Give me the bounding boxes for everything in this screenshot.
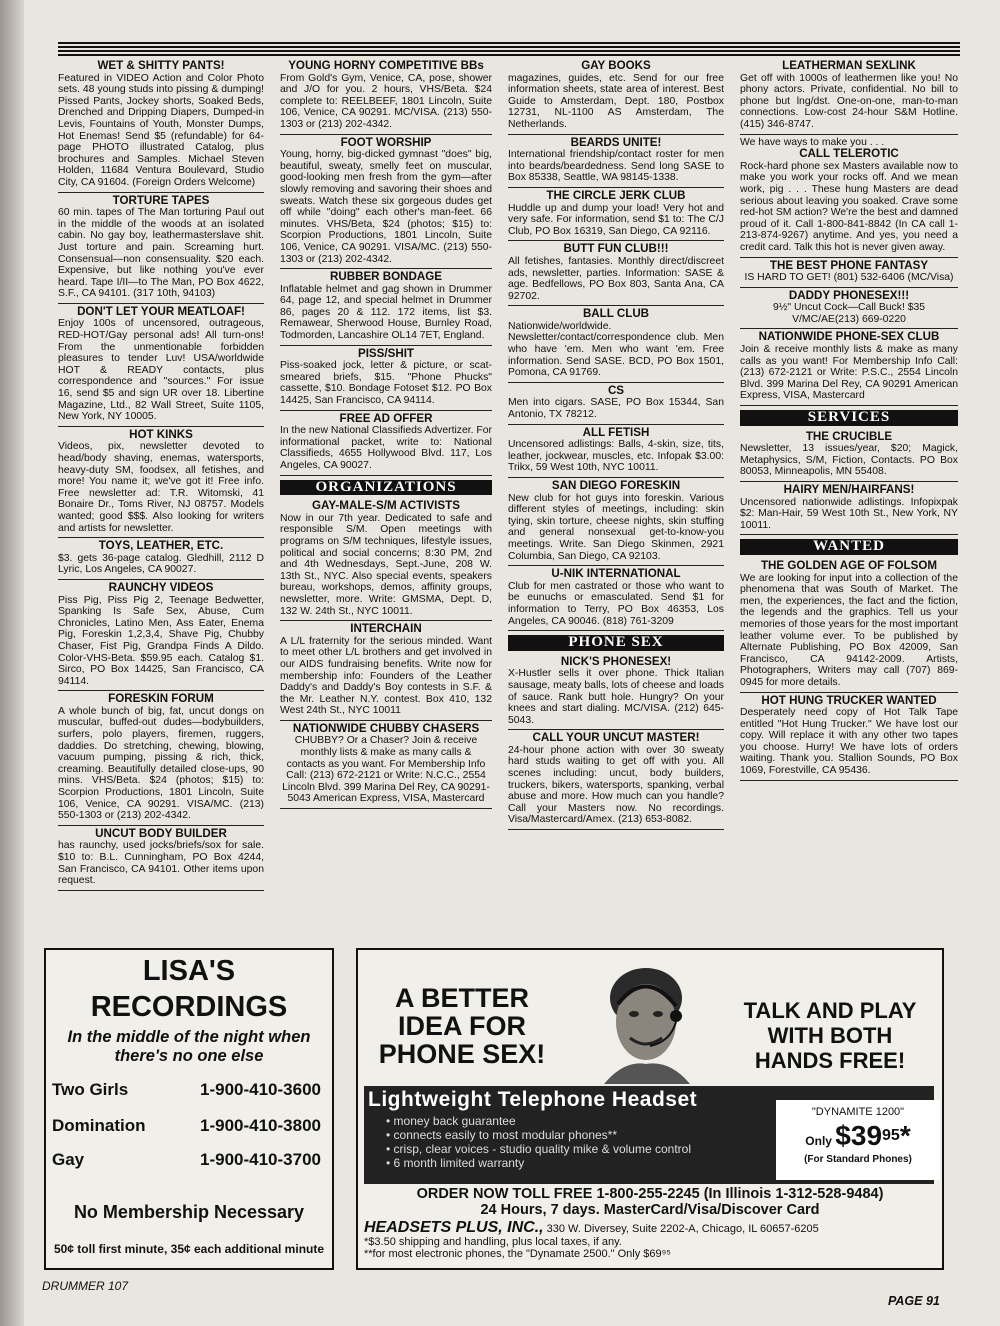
headline-left-line: A BETTER [395, 983, 529, 1013]
page-binding-shadow [0, 0, 24, 1326]
ad-title: INTERCHAIN [350, 622, 422, 636]
ad-body: 60 min. tapes of The Man torturing Paul out in the middle of the woods at an isolated cabin. No gay boy, leathermasterslave shit. Just torture and pain. Screaming hurt. Consensual—non consensuality. $20 each. Expensive, but like nothing you've ever heard. Tape I/II—to The Man, PO Box 4622, S.F., CA 94101. (317 10th, 94103) [58, 207, 264, 300]
ad-body: 24-hour phone action with over 30 sweaty hard studs waiting to get off with you. All scenes including: uncut, body builders, truckers, bikers, watersports, spanking, verbal abuse and more. How much can you handle? Call your Masters now. No recordings. Visa/Mastercard/Amex. (213) 653-8082. [508, 744, 724, 826]
ad-title: RAUNCHY VIDEOS [108, 580, 214, 594]
ad-body: Newsletter, 13 issues/year, $20; Magick, Metaphysics, S/M, Fiction, Contacts. PO Box 80053, Minneapolis, MN 55408. [740, 443, 958, 478]
ad-title: THE CIRCLE JERK CLUB [546, 188, 686, 202]
classified-ad [508, 730, 724, 830]
ad-title: NATIONWIDE PHONE-SEX CLUB [758, 330, 940, 344]
lisa-line-gay [52, 1150, 324, 1170]
lisa-title-line2: RECORDINGS [90, 991, 288, 1023]
headline-right-line: WITH BOTH [767, 1023, 893, 1048]
lisa-line-label: Gay [52, 1150, 85, 1169]
section-header: WANTED [740, 539, 958, 555]
classified-ad [280, 269, 492, 346]
ad-body: Inflatable helmet and gag shown in Drummer 64, page 12, and special helmet in Drummer 86, pages 20 & 112. 172 items, list $3. Remawear, Sherwood House, Burnley Road, Todmorden, Lancashire OL14 7ET, England. [280, 283, 492, 342]
company-name: HEADSETS PLUS, INC., [364, 1219, 544, 1236]
headline-right-line: TALK AND PLAY [743, 998, 917, 1023]
feature-item: • money back guarantee [386, 1114, 691, 1128]
classified-ad [280, 498, 492, 621]
ad-title: FOOT WORSHIP [340, 135, 432, 149]
headset-ad [356, 948, 944, 1270]
classified-ad [58, 304, 264, 427]
lisa-tagline-line2: there's no one else [114, 1047, 264, 1065]
lisa-pricing: 50¢ toll first minute, 35¢ each additional minute [53, 1242, 325, 1256]
classified-ad [740, 329, 958, 406]
classified-ad [280, 346, 492, 411]
classified-ad [508, 383, 724, 425]
ad-title: CALL YOUR UNCUT MASTER! [532, 731, 700, 745]
order-info [358, 1186, 942, 1218]
classified-ad [280, 411, 492, 476]
ad-title: HOT HUNG TRUCKER WANTED [761, 693, 937, 707]
feature-list [386, 1114, 691, 1170]
classified-ad [508, 58, 724, 135]
top-rule [58, 42, 960, 56]
lisa-line-number: 1-900-410-3600 [200, 1080, 321, 1099]
ad-body: Desperately need copy of Hot Talk Tape entitled "Hot Hung Trucker." We have lost our copy. Will replace it with any other two tapes you choose. Hurry! We have lots of orders waiting. Thank you. Stallion Sounds, PO Box 1069, Forestville, CA 95436. [740, 707, 958, 777]
section-header: SERVICES [740, 410, 958, 426]
column-2 [280, 58, 492, 809]
classified-ad [508, 654, 724, 731]
classified-ad [508, 478, 724, 566]
footnote-2: **for most electronic phones, the "Dynamate 2500." Only $69⁹⁵ [364, 1248, 671, 1260]
ad-title: THE GOLDEN AGE OF FOLSOM [760, 558, 938, 572]
ad-title: TOYS, LEATHER, ETC. [98, 539, 224, 553]
classified-ad [58, 691, 264, 826]
order-line-2: 24 Hours, 7 days. MasterCard/Visa/Discover Card [480, 1202, 820, 1218]
column-1 [58, 58, 264, 891]
ad-body: Videos, pix, newsletter devoted to head/body shaving, enemas, watersports, heavy-duty SM, foodsex, all fetishes, and more! You name it; we've got it! Free info. Free newsletter ad: T.R. Witomski, 41 Bonaire Dr., Toms River, NJ 08757. Models wanted; good $$$. Also looking for writers and artists for newsletter. [58, 441, 264, 534]
lisas-recordings-ad [44, 948, 334, 1270]
ad-body: Get off with 1000s of leathermen like you! No phony actors. Private, confidential. No bill to phone but lng/dst. One-on-one, man-to-man connections. Low-cost 24-hour S&M Hotline. (415) 346-8747. [740, 72, 958, 130]
ad-body: A whole bunch of big, fat, uncut dongs on muscular, buffed-out dudes—bodybuilders, surfers, polo players, firemen, ruggers, daddies. Do stretching, chewing, blowing, vacuum pumping, pissing & rich, thick, creaming. Beautifully detailed close-ups, 90 mins. VHS/Beta. $24 (photos; $15) to: Scorpion Productions, 1801 Lincoln, Suite 106, Venice, CA 90291. VISA/MC. (213) 550-1303 or (213) 202-4342. [58, 705, 264, 822]
classified-ad [740, 288, 958, 330]
classified-ad [508, 135, 724, 188]
ad-title: DON'T LET YOUR MEATLOAF! [77, 304, 245, 318]
feature-item: • crisp, clear voices - studio quality mike & volume control [386, 1142, 691, 1156]
ad-title: NATIONWIDE CHUBBY CHASERS [292, 721, 480, 735]
ad-title: DADDY PHONESEX!!! [788, 288, 910, 302]
classified-ad [740, 58, 958, 135]
ad-title: PISS/SHIT [357, 346, 415, 360]
classified-ad [740, 558, 958, 693]
classified-ad [58, 580, 264, 691]
ad-title: U-NIK INTERNATIONAL [551, 567, 681, 581]
feature-item: • connects easily to most modular phones** [386, 1128, 691, 1142]
classified-ad [740, 429, 958, 482]
ad-title: TORTURE TAPES [112, 193, 210, 207]
headline-left-line: IDEA FOR [398, 1011, 526, 1041]
ad-body: Enjoy 100s of uncensored, outrageous, RED-HOT/Gay personal ads! All turn-ons! From the unmentionable forbidden pleasures to tender Luv! USA/worldwide HOT & READY contacts, plus correspondence and "sources." For issue 16, send $5 and sign UR over 18. Libertine Magazine, Ltd., 82 Wall Street, Suite 1105, New York, NY 10005. [58, 318, 264, 423]
classified-ad [58, 826, 264, 891]
classified-ad [58, 193, 264, 304]
ad-title: CALL TELEROTIC [799, 147, 899, 161]
lisa-tagline-line1: In the middle of the night when [67, 1028, 311, 1046]
ad-title: RUBBER BONDAGE [329, 270, 443, 284]
classified-ad [508, 425, 724, 478]
ad-title: BEARDS UNITE! [570, 135, 662, 149]
ad-body: Piss-soaked jock, letter & picture, or scat-smeared briefs, $15. "Phone Phucks" cassette, $10. Bondage Fotoset $12. PO Box 14425, San Francisco, CA 94114. [280, 360, 492, 407]
price-note: (For Standard Phones) [804, 1154, 912, 1165]
company-address: 330 W. Diversey, Suite 2202-A, Chicago, IL 60657-6205 [546, 1223, 819, 1235]
classified-ad [508, 188, 724, 241]
price-mark: * [899, 1120, 911, 1151]
section-header: ORGANIZATIONS [280, 480, 492, 496]
classified-ad [508, 306, 724, 383]
page-number: PAGE 91 [888, 1294, 940, 1308]
ad-title: HAIRY MEN/HAIRFANS! [783, 483, 915, 496]
lisa-line-domination [52, 1116, 324, 1136]
ad-title: LEATHERMAN SEXLINK [782, 59, 916, 72]
classified-ad [58, 58, 264, 193]
classified-ad [58, 538, 264, 580]
ad-body: magazines, guides, etc. Send for our free information sheets, state area of interest. Best Guide to Amsterdam, Dept. 180, Postbox 12731, NL-1100 AS Amsterdam, The Netherlands. [508, 72, 724, 130]
classified-ad [280, 58, 492, 135]
ad-body: From Gold's Gym, Venice, CA, pose, shower and J/O for you. 2 hours, VHS/Beta. $24 complete to: REELBEEF, 1801 Lincoln, Suite 106, Venice, CA 90291. MC/VISA. (213) 550-1303 or (213) 202-4342. [280, 72, 492, 130]
ad-body: has raunchy, used jocks/briefs/sox for sale. $10 to: B.L. Cunningham, PO Box 4244, San Francisco, CA 94101. Other items upon request. [58, 840, 264, 887]
ad-body: IS HARD TO GET! (801) 532-6406 (MC/Visa) [744, 272, 954, 284]
column-3 [508, 58, 724, 830]
price-dollars: $39 [835, 1120, 883, 1151]
lisa-line-two-girls [52, 1080, 324, 1100]
ad-title: FREE AD OFFER [339, 411, 433, 425]
model-name: "DYNAMITE 1200" [811, 1106, 905, 1118]
classified-ad [508, 566, 724, 631]
ad-title: BUTT FUN CLUB!!! [563, 242, 669, 256]
ad-body: $3. gets 36-page catalog. Gledhill, 2112 D Lyric, Los Angeles, CA 90027. [58, 552, 264, 576]
ad-title: GAY BOOKS [581, 59, 651, 72]
ad-body: Rock-hard phone sex Masters available now to make you work your rocks off. And we mean work, pig . . . These hung Masters are dead serious about leaving you soaked. Crave some red-hot SM action? We're the best and damned proud of it. Call 1-800-841-8842 (In CA call 1-213-874-9267) anytime. And yes, you need a credit card. Talk this hot is never given away. [740, 160, 958, 253]
feature-item: • 6 month limited warranty [386, 1156, 691, 1170]
section-header: PHONE SEX [508, 635, 724, 651]
ad-body: A L/L fraternity for the serious minded. Want to meet other L/L brothers and get involved in our AIDS fundraising benefits. Write now for membership info: Founders of the Leather Daddy's and Daddy's Boy contests in S.F. & the Mr. Leather N.Y. contest. Box 410, 132 West 24th St., NYC 10011 [280, 635, 492, 717]
ad-body: Featured in VIDEO Action and Color Photo sets. 48 young studs into pissing & dumping! Pissed Pants, Jockey shorts, Soaked Beds, Drenched and Dripping Diapers, Dumped-in Levis, Fountains of Youth, Monster Dumps, Hot Enemas! Send $5 (refundable) for 64-page PHOTO illustrated Catalog, plus brochures and Samples. Michael Steven Holden, 11684 Ventura Boulevard, Studio City, CA 91604. (Foreign Orders Welcome) [58, 72, 264, 188]
lisa-line-label: Domination [52, 1116, 146, 1135]
price-value [776, 1120, 940, 1152]
lisa-title-line1: LISA'S [142, 955, 236, 987]
footnote-1: *$3.50 shipping and handling, plus local taxes, if any. [364, 1235, 622, 1248]
company-info [364, 1219, 938, 1261]
ad-title: WET & SHITTY PANTS! [97, 59, 225, 72]
ad-body: We are looking for input into a collection of the phenomena that was South of Market. The men, the experiences, the fact and the fiction, the legends and the graphics. Tell us your memories of those years for the most important leather volume ever. To be published by Alternate Publishing, PO Box 42009, San Francisco, CA 94142-2009. Artists, Photographers, Writers may call (707) 869-0945 for more details. [740, 572, 958, 688]
ad-title: UNCUT BODY BUILDER [95, 826, 227, 840]
lisa-line-label: Two Girls [52, 1080, 129, 1099]
ad-title: ALL FETISH [582, 425, 650, 439]
classified-ad [740, 135, 958, 258]
ad-body: Join & receive monthly lists & make as many calls as you want! For Membership Info Call: (213) 672-2121 or Write: P.S.C., 2554 Lincoln Blvd. 399 Marina Del Rey, CA 90291 American Express, VISA, Mastercard [740, 344, 958, 402]
classified-ad [740, 693, 958, 781]
classified-ad [740, 482, 958, 535]
price-prefix: Only [805, 1134, 832, 1148]
ad-body: CHUBBY? Or a Chaser? Join & receive monthly lists & make as many calls & contacts as you want. For Membership Info Call: (213) 672-2121 or Write: N.C.C., 2554 Lincoln Blvd. 399 Marina Del Rey, CA 90291-5043 American Express, VISA, Mastercard [282, 735, 490, 805]
classified-ad [280, 721, 492, 809]
ad-body: Now in our 7th year. Dedicated to safe and responsible S/M. Open meetings with programs on S/M techniques, lifestyle issues, political and social concerns; 8:30 PM, 2nd and 4th Wednesdays, Sept.-June, 208 W. 13th St., NYC. Also special events, speakers bureau, workshops, demos, affinity groups, newsletter, more. Write: GMSMA, Dept. D, 132 W. 24th St., NYC 10011. [280, 512, 492, 617]
headline-left-line: PHONE SEX! [378, 1039, 546, 1069]
ad-body: Huddle up and dump your load! Very hot and very safe. For information, send $1 to: The C/J Club, PO Box 16319, San Diego, CA 92116. [508, 202, 724, 237]
headset-headline-right [724, 998, 936, 1073]
ad-body: Men into cigars. SASE, PO Box 15344, San Antonio, TX 78212. [508, 397, 724, 421]
ad-title: FORESKIN FORUM [108, 692, 214, 706]
ad-title: GAY-MALE-S/M ACTIVISTS [312, 499, 460, 513]
ad-body: Nationwide/worldwide. Newsletter/contact/correspondence club. Men who have 'em. Men who want 'em. Free information. Send SASE. BCD, PO Box 1501, Pomona, CA 91769. [508, 320, 724, 379]
lisa-membership: No Membership Necessary [73, 1202, 305, 1222]
price-cents: 95 [882, 1127, 900, 1144]
product-band [364, 1086, 934, 1184]
ad-body: 9½" Uncut Cock—Call Buck! $35 V/MC/AE(213) 669-0220 [772, 302, 926, 325]
ad-title: THE CRUCIBLE [805, 429, 893, 443]
ad-body: In the new National Classifieds Advertizer. For informational packet, write to: National Classifieds, 4655 Hollywood Blvd. 117, Los Angeles, CA 90027. [280, 425, 492, 471]
ad-title: THE BEST PHONE FANTASY [769, 258, 929, 272]
classified-ad [508, 241, 724, 306]
column-4 [740, 58, 958, 781]
ad-title: YOUNG HORNY COMPETITIVE BBs [288, 59, 484, 72]
product-title: Lightweight Telephone Headset [368, 1088, 698, 1111]
ad-title: CS [607, 383, 625, 397]
ad-body: Piss Pig, Piss Pig 2, Teenage Bedwetter, Spanking Is Safe Sex, Abuse, Cum Chronicles, Latino Men, Ass Eater, Enema Pig, Foreskin 1,2,3,4, Shave Pig, Chubby Chaser, Fist Pig, Grandpa Finds A Dildo. Color-VHS-Beta. $59.95 each. Catalog $1. Sirco, PO Box 14425, San Francisco, CA 94114. [58, 594, 264, 687]
ad-title: SAN DIEGO FORESKIN [551, 479, 681, 492]
ad-body: International friendship/contact roster for men into beards/beardedness. Send long SASE to Box 85338, Seattle, WA 98145-1338. [508, 149, 724, 184]
classified-ad [280, 621, 492, 721]
headset-headline-left [362, 984, 562, 1068]
man-with-headset-photo [584, 956, 710, 1084]
price-box [776, 1100, 940, 1180]
ad-body: Young, horny, big-dicked gymnast "does" big, beautiful, sweaty, smelly feet on muscular, good-looking men fresh from the gym—after slowly removing and savoring their shoes and sweats. Watch these six gorgeous dudes get off while "doing" each other's man-feet. 66 minutes. VHS/Beta, $24 (photos; $15) to: Scorpion Productions, 1801 Lincoln, Suite 106, Venice, CA 90291. VISA/MC. (213) 550-1303 or (213) 202-4342. [280, 149, 492, 265]
headline-right-line: HANDS FREE! [754, 1048, 906, 1073]
lisa-line-number: 1-900-410-3700 [200, 1150, 321, 1169]
classified-ad [280, 135, 492, 270]
ad-title: HOT KINKS [129, 427, 193, 441]
ad-body: All fetishes, fantasies. Monthly direct/discreet ads, newsletter, parties. Information: SASE & age. Bedfellows, PO Box 803, Santa Ana, CA 92702. [508, 255, 724, 302]
classified-ad [740, 258, 958, 288]
ad-title: NICK'S PHONESEX! [560, 654, 672, 668]
classified-ad [58, 427, 264, 538]
ad-intro: We have ways to make you . . . [740, 136, 885, 148]
magazine-issue-label: DRUMMER 107 [42, 1279, 129, 1293]
ad-body: Club for men castrated or those who want to be eunuchs or emasculated. Send $1 for information to Terry, PO Box 46353, Los Angeles, CA 90046. (818) 761-3209 [508, 580, 724, 627]
lisa-line-number: 1-900-410-3800 [200, 1116, 321, 1135]
order-line-1: ORDER NOW TOLL FREE 1-800-255-2245 (In Illinois 1-312-528-9484) [416, 1186, 884, 1202]
ad-body: X-Hustler sells it over phone. Thick Italian sausage, meaty balls, lots of cheese and loads of sauce. Rank butt hole. Hungry? On your knees and start dialing. MC/VISA. (212) 645-5043. [508, 668, 724, 726]
ad-body: Uncensored nationwide adlistings. Infopixpak $2: Man-Hair, 59 West 10th St., New York, NY 10011. [740, 496, 958, 531]
ad-body: New club for hot guys into foreskin. Various different styles of meetings, including: skin tying, skin torture, cheese nights, skin stuffing and general nonsexual get-to-know-you meetings. Write. San Diego Skinmen, 2921 Columbia, San Diego, CA 92103. [508, 492, 724, 562]
ad-title: BALL CLUB [582, 307, 650, 321]
ad-body: Uncensored adlistings: Balls, 4-skin, size, tits, leather, jockwear, muscles, etc. Infopak $3.00: Trikx, 59 West 10th, NYC 10011. [508, 439, 724, 474]
